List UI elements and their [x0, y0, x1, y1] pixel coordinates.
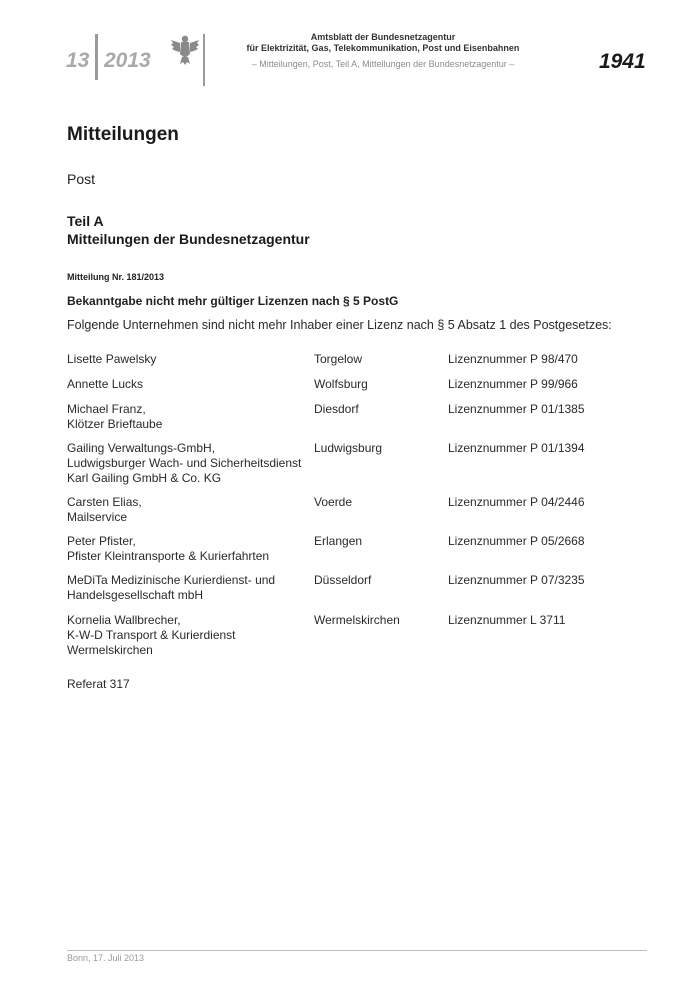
company-name: [67, 441, 312, 486]
company-name-line: Annette Lucks: [67, 377, 144, 391]
company-name: [67, 613, 312, 658]
company-name-line: Pfister Kleintransporte & Kurierfahrten: [67, 549, 270, 563]
company-name-line: Handelsgesellschaft mbH: [67, 588, 204, 602]
company-name-line: MeDiTa Medizinische Kurierdienst- und: [67, 573, 276, 587]
page-title: Mitteilungen: [67, 124, 179, 145]
license-number: Lizenznummer P 01/1394: [448, 441, 585, 455]
notice-heading: Bekanntgabe nicht mehr gültiger Lizenzen nach § 5 PostG: [67, 294, 399, 308]
license-number: Lizenznummer P 05/2668: [448, 534, 585, 548]
company-city: Erlangen: [314, 534, 363, 548]
company-city: Torgelow: [314, 352, 363, 366]
company-name-line: Lisette Pawelsky: [67, 352, 157, 366]
license-number: Lizenznummer L 3711: [448, 613, 566, 627]
company-name: [67, 377, 312, 392]
company-name: [67, 402, 312, 432]
header-divider: [95, 34, 98, 80]
company-name-line: Gailing Verwaltungs-GmbH,: [67, 441, 216, 455]
publication-name: Amtsblatt der Bundesnetzagentur: [310, 32, 456, 42]
company-name-line: Mailservice: [67, 510, 128, 524]
notice-number: Mitteilung Nr. 181/2013: [67, 272, 165, 282]
section-heading: Post: [67, 171, 96, 187]
company-city: Voerde: [314, 495, 353, 509]
company-name-line: Kornelia Wallbrecher,: [67, 613, 181, 627]
company-city: Wolfsburg: [314, 377, 368, 391]
part-label: Teil A: [67, 213, 104, 229]
license-number: Lizenznummer P 98/470: [448, 352, 578, 366]
notice-intro: Folgende Unternehmen sind nicht mehr Inhaber einer Lizenz nach § 5 Absatz 1 des Postgesetzes:: [67, 318, 612, 332]
company-name: [67, 534, 312, 564]
company-name: [67, 573, 312, 603]
federal-eagle-icon: [170, 32, 200, 66]
company-city: Wermelskirchen: [314, 613, 400, 627]
license-number: Lizenznummer P 01/1385: [448, 402, 585, 416]
publication-scope: für Elektrizität, Gas, Telekommunikation, Post und Eisenbahnen: [246, 43, 520, 53]
company-city: Diesdorf: [314, 402, 359, 416]
referat: Referat 317: [67, 677, 130, 691]
page-number: 1941: [599, 50, 646, 73]
company-name-line: Ludwigsburger Wach- und Sicherheitsdienst: [67, 456, 302, 470]
company-name-line: Carsten Elias,: [67, 495, 142, 509]
license-number: Lizenznummer P 07/3235: [448, 573, 585, 587]
part-heading: [67, 212, 310, 248]
company-name-line: Klötzer Brieftaube: [67, 417, 163, 431]
footer-rule: [67, 950, 647, 951]
company-city: Düsseldorf: [314, 573, 372, 587]
company-name-line: Michael Franz,: [67, 402, 146, 416]
issue-year: 2013: [104, 49, 151, 72]
emblem-divider: [203, 34, 205, 86]
company-name: [67, 495, 312, 525]
issue-number: 13: [66, 49, 90, 72]
footer-place-date: Bonn, 17. Juli 2013: [67, 953, 145, 963]
company-name-line: Peter Pfister,: [67, 534, 136, 548]
publication-subtitle: – Mitteilungen, Post, Teil A, Mitteilungen der Bundesnetzagentur –: [251, 59, 515, 69]
company-name-line: K-W-D Transport & Kurierdienst: [67, 628, 236, 642]
license-number: Lizenznummer P 04/2446: [448, 495, 585, 509]
company-name: [67, 352, 312, 367]
company-name-line: Wermelskirchen: [67, 643, 153, 657]
company-city: Ludwigsburg: [314, 441, 383, 455]
part-title: Mitteilungen der Bundesnetzagentur: [67, 231, 310, 247]
company-name-line: Karl Gailing GmbH & Co. KG: [67, 471, 222, 485]
license-number: Lizenznummer P 99/966: [448, 377, 578, 391]
